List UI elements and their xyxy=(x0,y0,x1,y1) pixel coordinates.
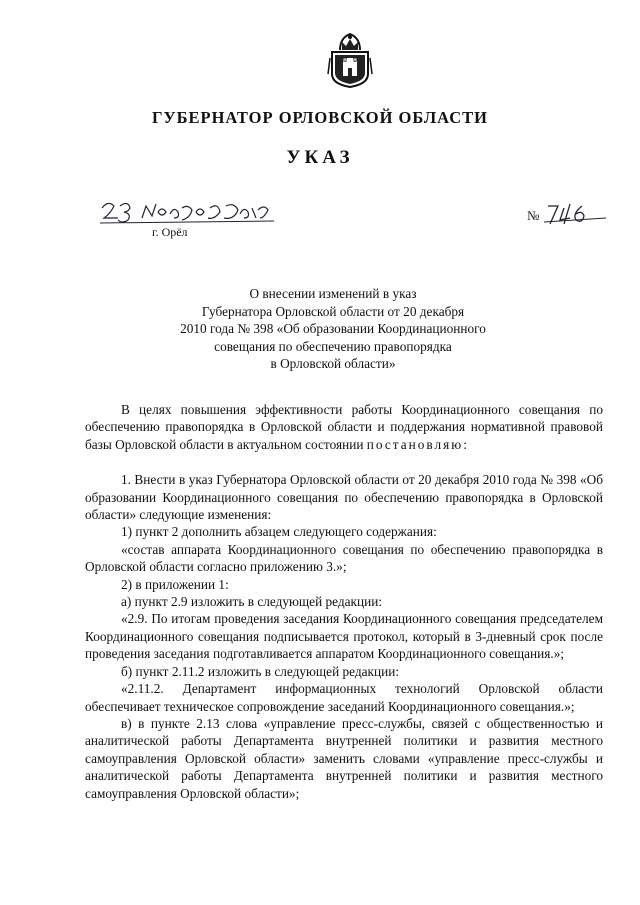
number-label: № xyxy=(527,208,540,223)
body-paragraph: «состав аппарата Координационного совещания по обеспечению правопорядка в Орловской области согласно приложению 3.»; xyxy=(85,541,603,575)
body-paragraph: в) в пункте 2.13 слова «управление пресс-службы, связей с общественностью и аналитической работы Департамента внутренней политики и развития местного самоуправления Орловской области» заменить словами «управление пресс-службы и аналитической работы Департамента внутренней политики и развития местного самоуправления Орловской области»; xyxy=(85,715,603,801)
subject-line: 2010 года № 398 «Об образовании Координационного xyxy=(180,321,486,337)
preamble-text: В целях повышения эффективности работы Координационного совещания по обеспечению правопорядка в Орловской области и поддержания нормативной правовой базы Орловской области в актуальном состоянии xyxy=(85,402,603,452)
coat-of-arms-emblem xyxy=(326,30,374,88)
city-label: г. Орёл xyxy=(152,225,188,239)
body-paragraph: а) пункт 2.9 изложить в следующей редакции: xyxy=(121,594,383,610)
document-subject xyxy=(150,285,516,373)
body-paragraph: 1. Внести в указ Губернатора Орловской области от 20 декабря 2010 года № 398 «Об образовании Координационного совещания по обеспечению правопорядка в Орловской области» следующие изменения: xyxy=(85,472,603,523)
subject-line: в Орловской области» xyxy=(270,356,396,372)
subject-line: О внесении изменений в указ xyxy=(249,286,417,301)
issuer-title: ГУБЕРНАТОР ОРЛОВСКОЙ ОБЛАСТИ xyxy=(151,108,489,127)
subject-line: Губернатора Орловской области от 20 декабря xyxy=(201,303,465,319)
body-paragraph: 1) пункт 2 дополнить абзацем следующего содержания: xyxy=(121,524,437,540)
subject-line: совещания по обеспечению правопорядка xyxy=(214,338,452,354)
document-body xyxy=(85,401,603,802)
body-paragraph: 2) в приложении 1: xyxy=(121,576,229,592)
preamble-paragraph xyxy=(85,401,603,453)
preamble-keyword: постановляю: xyxy=(366,436,469,452)
body-paragraph: «2.9. По итогам проведения заседания Координационного совещания председателем Координационного совещания подписывается протокол, который в 3-дневный срок после проведения заседания подготавливается аппаратом Координационного совещания.»; xyxy=(85,611,603,662)
handwritten-date xyxy=(98,198,276,226)
body-paragraph: б) пункт 2.11.2 изложить в следующей редакции: xyxy=(121,663,400,679)
body-paragraph: «2.11.2. Департамент информационных технологий Орловской области обеспечивает техническое сопровождение заседаний Координационного совещания.»; xyxy=(85,681,603,714)
handwritten-number xyxy=(542,200,608,228)
document-type: УКАЗ xyxy=(286,147,354,168)
